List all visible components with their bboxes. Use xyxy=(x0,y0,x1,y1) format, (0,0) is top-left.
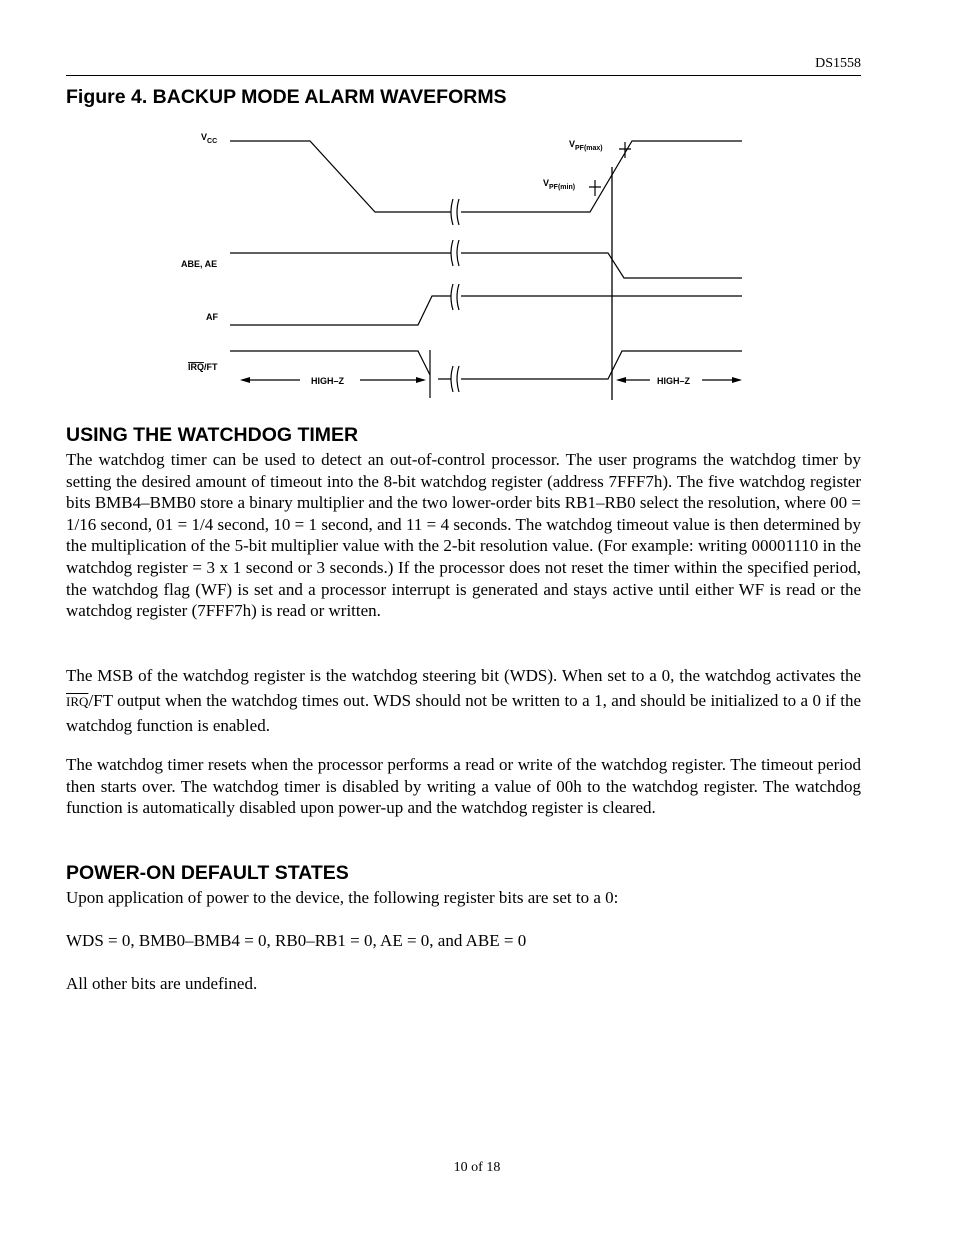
watchdog-paragraph-1: The watchdog timer can be used to detect an out-of-control processor. The user programs the watchdog timer by setting the desired amount of timeout into the 8-bit watchdog register (address 7FFF7h). The five watchdog register bits BMB4–BMB0 store a binary multiplier and the two lower-order bits RB1–RB0 select the resolution, where 00 = 1/16 second, 01 = 1/4 second, 10 = 1 second, and 11 = 4 seconds. The watchdog timeout value is then determined by the multiplication of the 5-bit multiplier value with the 2-bit resolution value. (For example: writing 00001110 in the watchdog register = 3 x 1 second or 3 seconds.) If the processor does not reset the timer within the specified period, the watchdog flag (WF) is set and a processor interrupt is generated and stays active until either WF is read or the watchdog register (7FFF7h) is read or written. xyxy=(66,450,861,621)
break-mark xyxy=(451,199,459,225)
vpf-min-mark xyxy=(589,180,601,196)
vpf-min-label: $V_{PF(min)}$ xyxy=(543,178,576,191)
irq-ft-waveform xyxy=(230,351,742,379)
break-mark xyxy=(451,240,459,266)
high-z-left-label: HIGH–Z xyxy=(311,376,345,386)
abe-ae-waveform xyxy=(230,253,742,278)
arrowhead-right xyxy=(416,377,426,383)
vpf-max-mark xyxy=(619,142,631,158)
page-number: 10 of 18 xyxy=(453,1160,501,1175)
vpf-max-label: $V_{PF(max)}$ xyxy=(569,139,603,152)
abe-ae-label: ABE, AE xyxy=(181,259,218,269)
section-heading-power-on: POWER-ON DEFAULT STATES xyxy=(66,862,349,884)
arrowhead-left xyxy=(616,377,626,383)
irq-ft-label: IRQ/FT xyxy=(188,362,218,372)
high-z-right-label: HIGH–Z xyxy=(657,376,691,386)
power-on-paragraph-2: WDS = 0, BMB0–BMB4 = 0, RB0–RB1 = 0, AE = 0, and ABE = 0 xyxy=(66,931,527,950)
header-rule xyxy=(66,75,861,76)
watchdog-paragraph-2: The MSB of the watchdog register is the watchdog steering bit (WDS). When set to a 0, the watchdog activates the $\overline{IRQ}/FT$ output when the watchdog times out. WDS should not be written to a 1, and should be initialized to a 0 if the watchdog function is enabled. xyxy=(66,666,861,735)
af-label: AF xyxy=(206,312,218,322)
vcc-label: $V_{CC}$ xyxy=(201,132,218,145)
power-on-paragraph-3: All other bits are undefined. xyxy=(66,974,258,993)
vcc-waveform xyxy=(230,141,451,212)
power-on-paragraph-1: Upon application of power to the device, the following register bits are set to a 0: xyxy=(66,888,619,907)
waveform-diagram xyxy=(0,112,954,402)
break-mark xyxy=(451,366,459,392)
af-waveform xyxy=(230,296,742,325)
arrowhead-left xyxy=(240,377,250,383)
document-id: DS1558 xyxy=(815,56,861,71)
section-heading-watchdog: USING THE WATCHDOG TIMER xyxy=(66,424,359,446)
arrowhead-right xyxy=(732,377,742,383)
break-mark xyxy=(451,284,459,310)
figure-title: Figure 4. BACKUP MODE ALARM WAVEFORMS xyxy=(66,86,507,108)
irq-overline-text: $\overline{IRQ}$ xyxy=(66,693,89,709)
watchdog-paragraph-3: The watchdog timer resets when the processor performs a read or write of the watchdog register. The timeout period then starts over. The watchdog timer is disabled by writing a value of 00h to the watchdog register. The watchdog function is automatically disabled upon power-up and the watchdog register is cleared. xyxy=(66,755,861,818)
